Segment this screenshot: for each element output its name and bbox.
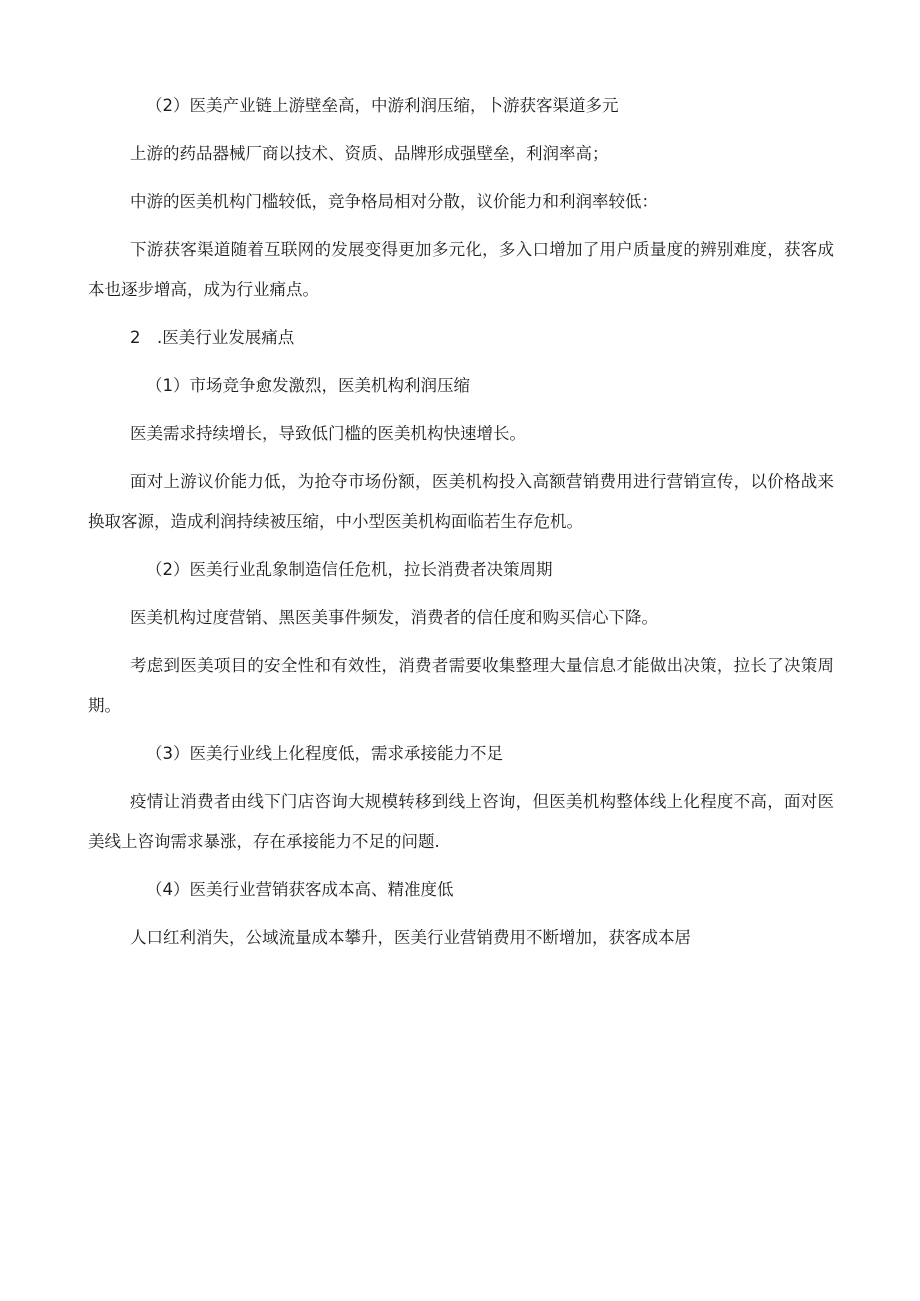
document-body [88, 86, 834, 966]
section-heading-pain-points: 2 .医美行业发展痛点 [130, 328, 295, 347]
paragraph-demand-growth: 医美需求持续增长，导致低门槛的医美机构快速增长。 [130, 424, 526, 443]
paragraph-decision-cycle: 考虑到医美项目的安全性和有效性，消费者需要收集整理大量信息才能做出决策，拉长了决策周期。 [88, 656, 834, 715]
paragraph-pandemic-online: 疫情让消费者由线下门店咨询大规模转移到线上咨询，但医美机构整体线上化程度不高，面对医美线上咨询需求暴涨，存在承接能力不足的问题. [88, 792, 834, 851]
paragraph-traffic-cost: 人口红利消失，公域流量成本攀升，医美行业营销费用不断增加，获客成本居 [130, 928, 691, 947]
paragraph-downstream: 下游获客渠道随着互联网的发展变得更加多元化，多入口增加了用户质量度的辨别难度，获客成本也逐步增高，成为行业痛点。 [88, 240, 834, 299]
subheading-marketing-cost: （4）医美行业营销获客成本高、精准度低 [146, 880, 454, 899]
paragraph-over-marketing: 医美机构过度营销、黑医美事件频发，消费者的信任度和购买信心下降。 [130, 608, 658, 627]
subheading-upstream-midstream-downstream: （2）医美产业链上游壁垒高，中游利润压缩，卜游获客渠道多元 [146, 96, 619, 115]
paragraph-midstream: 中游的医美机构门槛较低，竞争格局相对分散，议价能力和利润率较低： [130, 192, 658, 211]
subheading-trust-crisis: （2）医美行业乱象制造信任危机，拉长消费者决策周期 [146, 560, 553, 579]
paragraph-upstream: 上游的药品器械厂商以技术、资质、品牌形成强壁垒，利润率高； [130, 144, 609, 163]
paragraph-price-war: 面对上游议价能力低，为抢夺市场份额，医美机构投入高额营销费用进行营销宣传，以价格战来换取客源，造成利润持续被压缩，中小型医美机构面临若生存危机。 [88, 472, 834, 531]
subheading-online-capability: （3）医美行业线上化程度低，需求承接能力不足 [146, 744, 503, 763]
subheading-market-competition: （1）市场竞争愈发激烈，医美机构利润压缩 [146, 376, 470, 395]
